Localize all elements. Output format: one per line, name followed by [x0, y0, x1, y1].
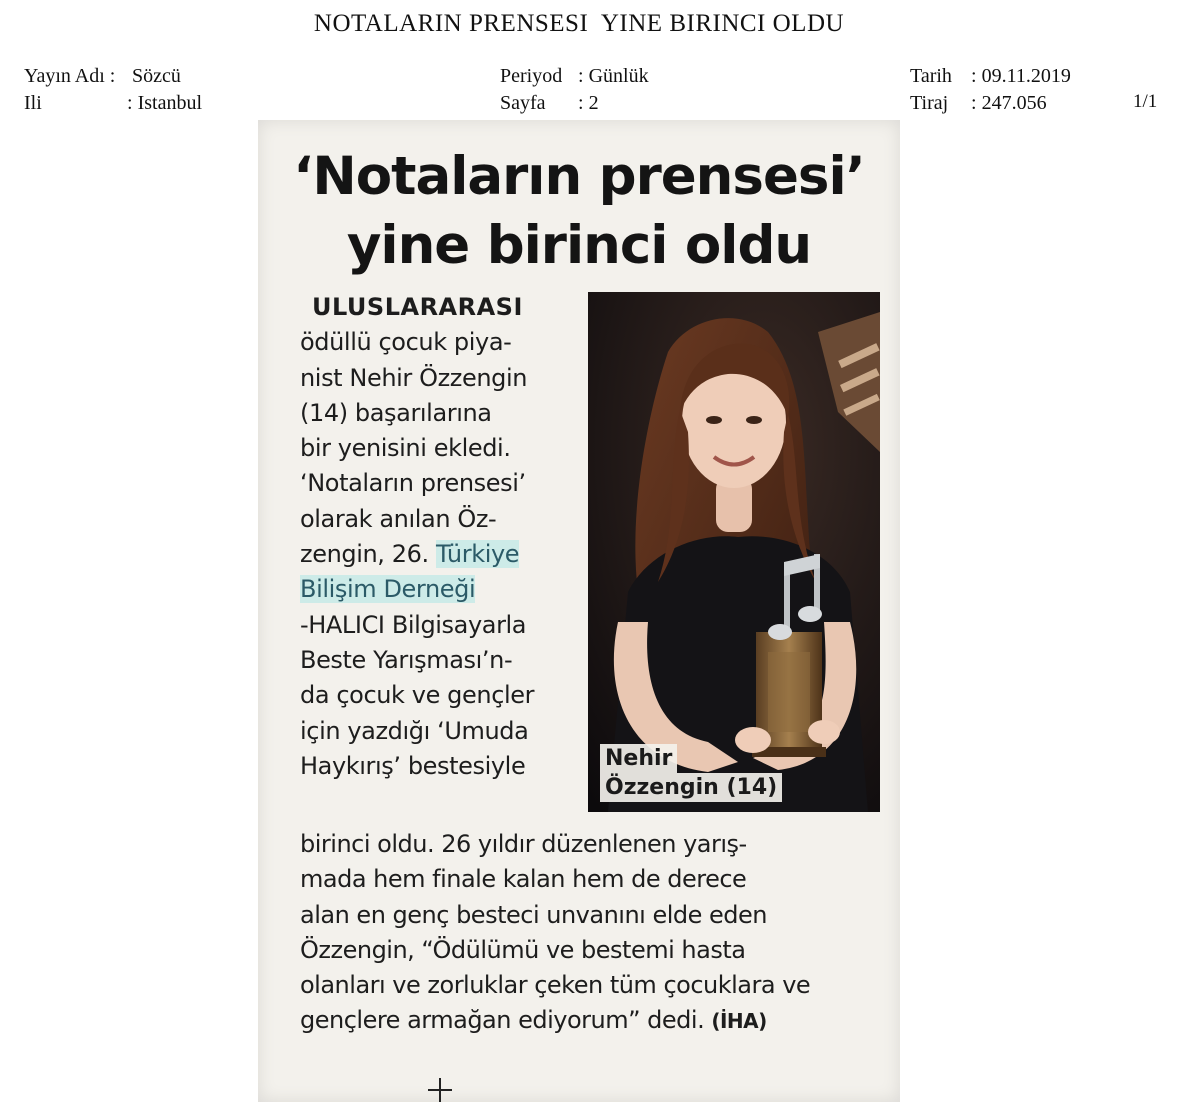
article-line — [300, 572, 600, 607]
article-line: bir yenisini ekledi. — [300, 434, 511, 463]
article-line: -HALICI Bilgisayarla — [300, 610, 527, 639]
page-count: 1/1 — [1133, 91, 1158, 112]
photo-caption-line-1: Nehir — [600, 744, 677, 773]
article-line: nist Nehir Özzengin — [300, 363, 528, 392]
circulation-label: Tiraj — [910, 92, 949, 114]
article-line: Haykırış’ bestesiyle — [300, 751, 526, 780]
meta-circulation-row: Tiraj : 247.056 — [910, 90, 1071, 117]
highlighted-text: Türkiye — [435, 540, 520, 569]
meta-period-row: Periyod : Günlük — [500, 63, 649, 90]
headline-line-2: yine birinci oldu — [346, 215, 812, 276]
highlighted-text: Bilişim Derneği — [300, 575, 476, 604]
city-value: Istanbul — [137, 92, 202, 114]
meta-period-block — [500, 63, 649, 117]
publication-label: Yayın Adı — [24, 65, 105, 87]
article-body-wide — [300, 827, 885, 1040]
page-value: 2 — [588, 92, 599, 114]
meta-date-row: Tarih : 09.11.2019 — [910, 63, 1071, 90]
meta-date-block — [910, 63, 1071, 117]
registration-mark-icon — [428, 1078, 452, 1102]
article-line: mada hem finale kalan hem de derece — [300, 865, 747, 894]
article-line: birinci oldu. 26 yıldır düzenlenen yarış- — [300, 830, 747, 858]
article-lead-word: ULUSLARARASI — [312, 293, 523, 321]
newspaper-clipping — [258, 120, 900, 1102]
meta-page-row: Sayfa : 2 — [500, 90, 649, 117]
article-line — [300, 1003, 885, 1039]
circulation-value: 247.056 — [981, 92, 1047, 114]
page-label: Sayfa — [500, 92, 546, 114]
headline-line-1: ‘Notaların prensesi’ — [293, 146, 865, 207]
article-line: için yazdığı ‘Umuda — [300, 716, 529, 745]
article-line: ödüllü çocuk piya- — [300, 328, 512, 357]
date-value: 09.11.2019 — [981, 65, 1071, 87]
photo-illustration — [588, 292, 880, 812]
article-line: ‘Notaların prensesi’ — [300, 469, 526, 498]
article-line-fragment: gençlere armağan ediyorum” dedi. — [300, 1006, 705, 1035]
article-line: da çocuk ve gençler — [300, 681, 535, 710]
meta-publication-block — [24, 63, 202, 117]
publication-value: Sözcü — [132, 65, 181, 87]
article-body-narrow — [300, 290, 600, 784]
article-photo — [588, 292, 880, 812]
article-line-fragment: zengin, 26. — [300, 540, 429, 569]
meta-city-row: Ili : Istanbul — [24, 90, 202, 117]
article-line: Özzengin, “Ödülümü ve bestemi hasta — [300, 935, 746, 964]
city-label: Ili — [24, 92, 42, 114]
article-headline — [258, 142, 900, 280]
meta-publication-row: Yayın Adı : Sözcü — [24, 65, 181, 87]
article-credit: (İHA) — [711, 1009, 767, 1034]
photo-caption — [600, 744, 782, 802]
article-line: alan en genç besteci unvanını elde eden — [300, 900, 767, 929]
article-line: Beste Yarışması’n- — [300, 645, 513, 674]
article-line: olarak anılan Öz- — [300, 504, 497, 533]
period-label: Periyod — [500, 65, 563, 87]
article-line: olanları ve zorluklar çeken tüm çocuklara ve — [300, 971, 811, 1000]
date-label: Tarih — [910, 65, 952, 87]
article-line: (14) başarılarına — [300, 398, 492, 427]
article-line — [300, 537, 600, 572]
photo-caption-line-2: Özzengin (14) — [600, 773, 782, 802]
document-title: NOTALARIN PRENSESI YINE BIRINCI OLDU — [313, 10, 845, 37]
period-value: Günlük — [588, 65, 649, 87]
